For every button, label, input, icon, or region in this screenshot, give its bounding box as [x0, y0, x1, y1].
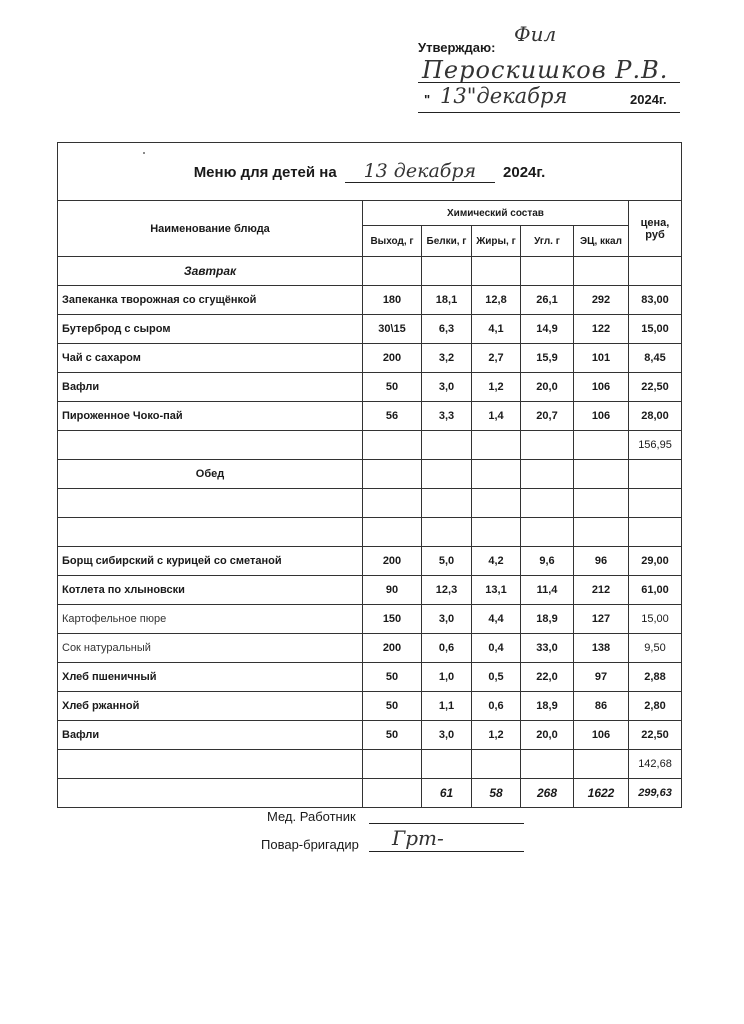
dish-carbs: 18,9 — [521, 692, 574, 721]
header-row-1 — [58, 201, 682, 226]
dish-price: 83,00 — [629, 286, 682, 315]
dish-energy: 106 — [574, 373, 629, 402]
dish-carbs: 22,0 — [521, 663, 574, 692]
approval-signature: Фил — [514, 22, 557, 46]
dish-price: 29,00 — [629, 547, 682, 576]
dish-carbs: 15,9 — [521, 344, 574, 373]
dish-energy: 101 — [574, 344, 629, 373]
lunch-subtotal-row — [58, 750, 682, 779]
dish-protein: 0,6 — [422, 634, 472, 663]
dish-name: Бутерброд с сыром — [58, 315, 363, 344]
dish-fat: 0,6 — [472, 692, 521, 721]
breakfast-subtotal: 156,95 — [629, 431, 682, 460]
dish-yield: 200 — [363, 547, 422, 576]
dish-carbs: 33,0 — [521, 634, 574, 663]
approval-year: 2024г. — [630, 92, 667, 107]
dish-energy: 212 — [574, 576, 629, 605]
menu-table — [57, 142, 682, 808]
title-date-handwritten: 13 декабря — [345, 160, 495, 183]
dish-carbs: 18,9 — [521, 605, 574, 634]
dish-protein: 3,0 — [422, 373, 472, 402]
dish-fat: 0,5 — [472, 663, 521, 692]
section-row-breakfast — [58, 257, 682, 286]
dish-protein: 3,0 — [422, 605, 472, 634]
dish-name: Сок натуральный — [58, 634, 363, 663]
dish-price: 22,50 — [629, 721, 682, 750]
menu-item-row — [58, 402, 682, 431]
col-header-energy: ЭЦ, ккал — [574, 226, 629, 257]
approval-label: Утверждаю: — [418, 40, 496, 55]
menu-item-row — [58, 576, 682, 605]
totals-row — [58, 779, 682, 808]
col-header-protein: Белки, г — [422, 226, 472, 257]
dish-energy: 86 — [574, 692, 629, 721]
head-cook-signature: Грт- — [392, 826, 444, 850]
dish-protein: 3,3 — [422, 402, 472, 431]
section-lunch: Обед — [58, 460, 363, 489]
dish-price: 61,00 — [629, 576, 682, 605]
dish-carbs: 20,0 — [521, 373, 574, 402]
menu-item-row — [58, 286, 682, 315]
dish-price: 28,00 — [629, 402, 682, 431]
dish-yield: 50 — [363, 721, 422, 750]
menu-item-row — [58, 547, 682, 576]
dish-carbs: 20,7 — [521, 402, 574, 431]
menu-item-row — [58, 634, 682, 663]
dish-fat: 1,4 — [472, 402, 521, 431]
total-carbs: 268 — [521, 779, 574, 808]
dish-energy: 97 — [574, 663, 629, 692]
dish-yield: 56 — [363, 402, 422, 431]
menu-item-row — [58, 344, 682, 373]
approval-date: 13"декабря — [440, 84, 568, 108]
col-header-chem: Химический состав — [363, 201, 629, 226]
med-worker-label: Мед. Работник — [267, 809, 356, 824]
head-cook-label: Повар-бригадир — [261, 837, 359, 852]
dish-yield: 150 — [363, 605, 422, 634]
lunch-rows — [58, 547, 682, 750]
dish-price: 9,50 — [629, 634, 682, 663]
dish-fat: 1,2 — [472, 373, 521, 402]
dish-protein: 3,2 — [422, 344, 472, 373]
dish-energy: 122 — [574, 315, 629, 344]
dish-fat: 1,2 — [472, 721, 521, 750]
dish-name: Борщ сибирский с курицей со сметаной — [58, 547, 363, 576]
menu-title — [58, 143, 682, 201]
col-header-yield: Выход, г — [363, 226, 422, 257]
dish-energy: 138 — [574, 634, 629, 663]
dish-fat: 4,2 — [472, 547, 521, 576]
approver-name: Пероскишков Р.В. — [422, 56, 669, 84]
dish-name: Пироженное Чоко-пай — [58, 402, 363, 431]
dish-yield: 50 — [363, 692, 422, 721]
total-energy: 1622 — [574, 779, 629, 808]
dish-name: Хлеб ржанной — [58, 692, 363, 721]
total-protein: 61 — [422, 779, 472, 808]
dish-price: 2,88 — [629, 663, 682, 692]
dish-yield: 90 — [363, 576, 422, 605]
lunch-subtotal: 142,68 — [629, 750, 682, 779]
dish-energy: 106 — [574, 721, 629, 750]
menu-item-row — [58, 605, 682, 634]
dish-protein: 12,3 — [422, 576, 472, 605]
dish-protein: 6,3 — [422, 315, 472, 344]
dish-price: 8,45 — [629, 344, 682, 373]
menu-item-row — [58, 721, 682, 750]
col-header-fat: Жиры, г — [472, 226, 521, 257]
breakfast-subtotal-row — [58, 431, 682, 460]
section-breakfast: Завтрак — [58, 257, 363, 286]
dish-protein: 18,1 — [422, 286, 472, 315]
dish-yield: 30\15 — [363, 315, 422, 344]
med-worker-signature-line — [369, 823, 524, 824]
dish-protein: 5,0 — [422, 547, 472, 576]
dish-protein: 1,1 — [422, 692, 472, 721]
dish-price: 15,00 — [629, 315, 682, 344]
title-year: 2024г. — [503, 164, 546, 181]
menu-item-row — [58, 315, 682, 344]
dish-fat: 0,4 — [472, 634, 521, 663]
approval-date-quote: " — [424, 92, 431, 107]
title-prefix: Меню для детей на — [193, 164, 337, 181]
dish-energy: 127 — [574, 605, 629, 634]
dish-fat: 12,8 — [472, 286, 521, 315]
dish-name: Котлета по хлыновски — [58, 576, 363, 605]
section-row-lunch — [58, 460, 682, 489]
dish-yield: 200 — [363, 344, 422, 373]
empty-row — [58, 489, 682, 518]
dish-name: Чай с сахаром — [58, 344, 363, 373]
menu-item-row — [58, 692, 682, 721]
breakfast-rows — [58, 286, 682, 431]
col-header-price: цена, руб — [629, 201, 682, 257]
dish-yield: 180 — [363, 286, 422, 315]
dish-price: 2,80 — [629, 692, 682, 721]
dish-protein: 3,0 — [422, 721, 472, 750]
approver-name-line — [418, 82, 680, 83]
dish-energy: 96 — [574, 547, 629, 576]
dish-energy: 106 — [574, 402, 629, 431]
menu-item-row — [58, 373, 682, 402]
total-fat: 58 — [472, 779, 521, 808]
dish-name: Вафли — [58, 373, 363, 402]
total-price: 299,63 — [629, 779, 682, 808]
dish-name: Запеканка творожная со сгущёнкой — [58, 286, 363, 315]
dish-carbs: 20,0 — [521, 721, 574, 750]
head-cook-signature-line — [369, 851, 524, 852]
menu-item-row — [58, 663, 682, 692]
dish-energy: 292 — [574, 286, 629, 315]
dish-carbs: 11,4 — [521, 576, 574, 605]
dish-price: 15,00 — [629, 605, 682, 634]
col-header-name: Наименование блюда — [58, 201, 363, 257]
dish-carbs: 9,6 — [521, 547, 574, 576]
dish-fat: 4,4 — [472, 605, 521, 634]
dish-carbs: 26,1 — [521, 286, 574, 315]
dish-protein: 1,0 — [422, 663, 472, 692]
dish-name: Вафли — [58, 721, 363, 750]
dish-fat: 2,7 — [472, 344, 521, 373]
dish-yield: 50 — [363, 373, 422, 402]
dish-carbs: 14,9 — [521, 315, 574, 344]
dish-yield: 200 — [363, 634, 422, 663]
dish-yield: 50 — [363, 663, 422, 692]
title-row — [58, 143, 682, 201]
approval-date-line — [418, 112, 680, 113]
dish-fat: 4,1 — [472, 315, 521, 344]
col-header-carbs: Угл. г — [521, 226, 574, 257]
dish-name: Хлеб пшеничный — [58, 663, 363, 692]
dish-price: 22,50 — [629, 373, 682, 402]
dish-fat: 13,1 — [472, 576, 521, 605]
empty-row — [58, 518, 682, 547]
dish-name: Картофельное пюре — [58, 605, 363, 634]
